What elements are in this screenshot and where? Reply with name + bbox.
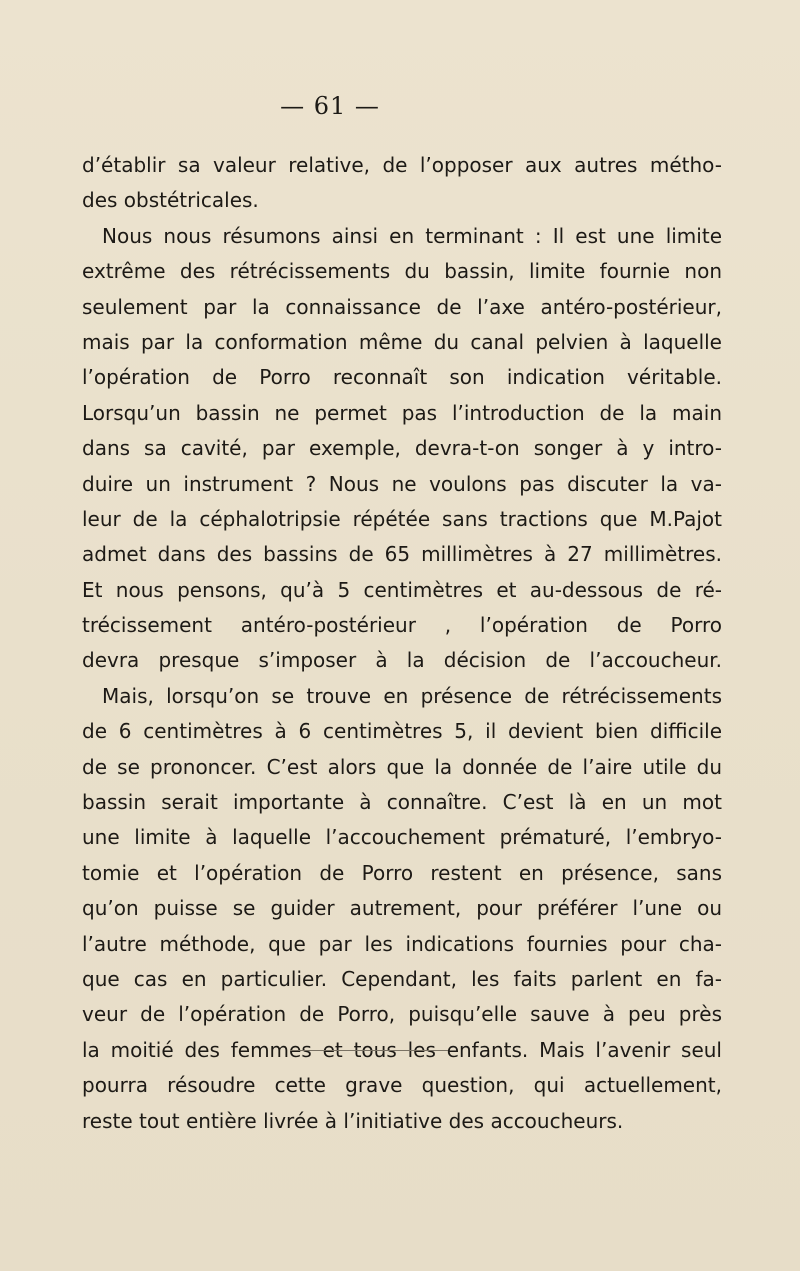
text-line: de 6 centimètres à 6 centimètres 5, il devient bien difficile	[82, 719, 722, 744]
text-line: l’opération de Porro reconnaît son indication véritable.	[82, 365, 722, 390]
text-line: mais par la conformation même du canal pelvien à laquelle	[82, 329, 722, 354]
text-line: veur de l’opération de Porro, puisqu’elle sauve à peu près	[82, 1002, 722, 1027]
text-line: leur de la céphalotripsie répétée sans tractions que M.Pajot	[82, 506, 722, 531]
text-line: l’autre méthode, que par les indications fournies pour cha-	[82, 931, 722, 956]
text-line: devra presque s’imposer à la décision de l’accoucheur.	[82, 648, 722, 673]
text-line: qu’on puisse se guider autrement, pour préférer l’une ou	[82, 896, 722, 921]
text-line: Nous nous résumons ainsi en terminant : Il est une limite	[102, 223, 722, 248]
text-line: Mais, lorsqu’on se trouve en présence de rétrécissements	[102, 683, 722, 708]
text-line: Et nous pensons, qu’à 5 centimètres et au-dessous de ré-	[82, 577, 722, 602]
text-line: reste tout entière livrée à l’initiative des accoucheurs.	[82, 1108, 624, 1133]
text-line: tomie et l’opération de Porro restent en présence, sans	[82, 860, 722, 885]
text-line: admet dans des bassins de 65 millimètres à 27 millimètres.	[82, 542, 722, 567]
text-line: des obstétricales.	[82, 188, 259, 213]
text-line: la moitié des femmes et tous les enfants. Mais l’avenir seul	[82, 1037, 722, 1062]
text-line: que cas en particulier. Cependant, les faits parlent en fa-	[82, 966, 722, 991]
text-line: bassin serait importante à connaître. C’est là en un mot	[82, 790, 722, 815]
text-line: trécissement antéro-postérieur , l’opération de Porro	[82, 613, 722, 638]
text-line: une limite à laquelle l’accouchement prématuré, l’embryo-	[82, 825, 722, 850]
text-line: dans sa cavité, par exemple, devra-t-on songer à y intro-	[82, 436, 722, 461]
text-line: duire un instrument ? Nous ne voulons pas discuter la va-	[82, 471, 722, 496]
text-line: seulement par la connaissance de l’axe antéro-postérieur,	[82, 294, 722, 319]
text-line: extrême des rétrécissements du bassin, limite fournie non	[82, 259, 722, 284]
page-number: — 61 —	[280, 92, 380, 120]
end-rule	[290, 1050, 448, 1051]
body-text	[82, 148, 722, 1139]
text-line: Lorsqu’un bassin ne permet pas l’introduction de la main	[82, 400, 722, 425]
text-line: pourra résoudre cette grave question, qui actuellement,	[82, 1073, 722, 1098]
text-line: d’établir sa valeur relative, de l’opposer aux autres métho-	[82, 153, 722, 177]
text-line: de se prononcer. C’est alors que la donnée de l’aire utile du	[82, 754, 722, 779]
